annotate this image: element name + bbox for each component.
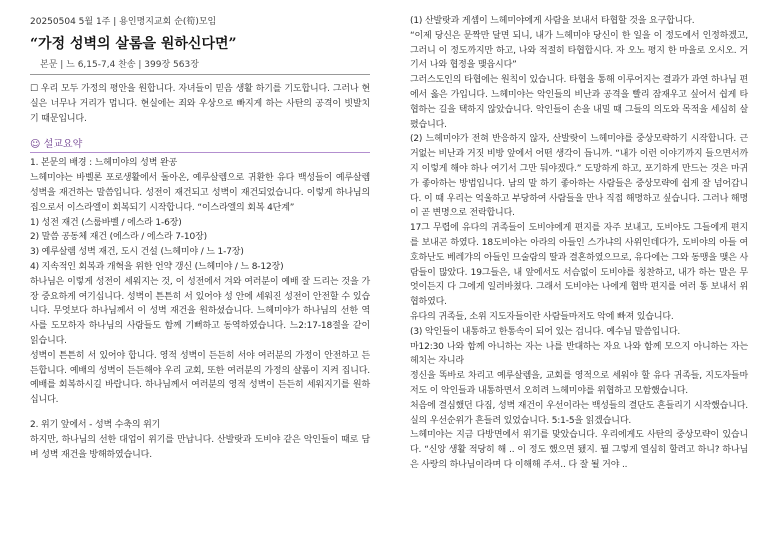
right-paragraph: (1) 산발랏과 게셈이 느헤미야에게 사람을 보내서 타협할 것을 요구합니다.: [410, 16, 695, 26]
summary-paragraph: 하나님은 이렇게 성전이 세워지는 것, 이 성전에서 겨와 여러분이 예배 잘 드리는 것을 가장 중요하게 여기십니다. 성벽이 튼튼히 서 있어야 성 안에 세워진 성전이 안전할 수 있습니다. 무엇보다 하나님께서 이 성벽 재건을 원하셨습니다. 느헤미야가 하나님의 선한 역사를 도모하자 하나님의 사람들도 함께 기뻐하고 동역하였습니다. 느2:17-18절을 같이 읽습니다.: [30, 276, 370, 346]
spacer: [30, 408, 370, 418]
right-paragraph: 정신을 똑바로 차리고 예루살렘을, 교회를 영적으로 세워야 할 유다 귀족들, 지도자들마저도 이 악인들과 내통하면서 오히려 느헤미야를 위협하고 모함했습니다.: [410, 371, 748, 396]
divider: [30, 74, 370, 75]
summary-heading-underline: [30, 152, 370, 153]
scripture-quote: 마12:30 나와 함께 아니하는 자는 나를 반대하는 자요 나와 함께 모으지 아니하는 자는 헤치는 자니라: [410, 341, 748, 367]
summary-list-item: 2) 말씀 공동체 재건 (에스라 / 에스라 7-10장): [30, 232, 207, 243]
summary-list-item: 4) 지속적인 회복과 개혁을 위한 언약 갱신 (느헤미야 / 느 8-12장): [30, 261, 284, 272]
right-paragraph: 처음에 결심했던 다짐, 성벽 재건이 우선이라는 백성들의 결단도 흔들리기 시작했습니다. 실의 우선순위가 흔들려 있었습니다. 5:1-5을 읽겠습니다.: [410, 400, 748, 426]
summary-list-item: 3) 예루살렘 성벽 재건, 도시 건설 (느헤미야 / 느 1-7장): [30, 247, 244, 258]
right-paragraph: (2) 느헤미야가 전혀 반응하지 않자, 산발랏이 느헤미야를 중상모략하기 시작합니다. 근거없는 비난과 거짓 비방 앞에서 어떤 생각이 듭니까. “내가 이런 이야기까지 들으면서까지 이렇게 해야 하나 여기서 그만 둬야겠다.” 도망하게 하고, 포기하게 만드는 것은 마귀가 좋아하는 방법입니다. 남의 말 하기 좋아하는 사람들은 중상모략에 쉽게 잘 넘어갑니다. 이 때 우리는 억울하고 부당하여 사람들을 만나 직접 해명하고 싶습니다. 그러나 해명이 곧 변명으로 전락합니다.: [410, 134, 748, 219]
summary-paragraph: 느헤미야는 바벨론 포로생활에서 돌아온, 예루살렘으로 귀환한 유다 백성들이 예루살렘 성벽을 재건하는 말씀입니다. 성전이 재건되고 성벽이 재건되었습니다. 이렇게 하나님의 집으로서 이스라엘이 회복되기 시작합니다. “이스라엘의 회복 4단계”: [30, 173, 370, 213]
right-paragraph: 유다의 귀족들, 소위 지도자들이란 사람들마저도 악에 빠져 있습니다.: [410, 311, 674, 322]
scripture-quote: 17그 무렵에 유다의 귀족들이 도비야에게 편지를 자주 보내고, 도비야도 그들에게 편지를 보내곤 하였다. 18도비야는 아라의 아들인 스가냐의 사위인데다가, 도비야의 아들 여호하난도 베레갸의 아들인 므술람의 딸과 결혼하였으므로, 유다에는 그와 동맹을 맺은 사람들이 많았다. 19그들은, 내 앞에서도 서슴없이 도비야를 칭찬하고, 내가 하는 말은 무엇이든지 다 그에게 일러바쳤다. 그래서 도비야는 나에게 협박 편지를 여러 통 보내서 위협하였다.: [410, 223, 748, 308]
right-paragraph: (3) 악인들이 내통하고 한통속이 되어 있는 겁니다. 예수님 말씀입니다.: [410, 326, 681, 337]
right-paragraph: 느헤미야는 지금 다방면에서 위기를 맞았습니다. 우리에게도 사탄의 중상모략이 있습니다. “신앙 생활 적당히 해 .. 이 정도 했으면 됐지. 뭘 그렇게 열심히 할려고 하니? 하나님은 사랑의 하나님이라며 다 이해해 주셔.. 다 잘 될 거야 ..: [410, 430, 748, 470]
intro-paragraph: ☐ 우리 모두 가정의 평안을 원합니다. 자녀들이 믿음 생활 하기를 기도합니다. 그러나 현실은 너무나 거리가 멉니다. 현실에는 죄와 우상으로 빠지게 하는 사탄의 공격이 빗발치기 때문입니다.: [30, 84, 370, 124]
summary-paragraph: 성벽이 튼튼히 서 있어야 합니다. 영적 성벽이 든든히 서야 여러분의 가정이 안전하고 든든합니다. 예배의 성벽이 든든해야 우리 교회, 또한 여러분의 가정의 샬롬이 지켜 집니다. 예배를 회복하시길 바랍니다. 하나님께서 여러분의 영적 성벽이 든든히 세워지기를 원하십니다.: [30, 350, 370, 406]
right-paragraph: 그러스도인의 타협에는 원칙이 있습니다. 타협을 통해 이루어지는 결과가 과연 하나님 편에서 옳은 가입니다. 느헤미야는 악인들의 비난과 공격을 빨리 잠재우고 싶어서 쉽게 타협하는 길을 택하지 않았습니다. 악인들이 손을 내밀 때 그들의 의도와 목적을 세심히 살폈습니다.: [410, 75, 748, 130]
summary-paragraph: 하지만, 하나님의 선한 대업이 위기를 만납니다. 산발랏과 도비야 같은 악인들이 때로 담벼 성벽 재건을 방해하였습니다.: [30, 434, 370, 460]
summary-list-item: 1) 성전 재건 (스룹바벨 / 에스라 1-6장): [30, 217, 182, 228]
left-column: [30, 14, 370, 462]
bulletin-header: 20250504 5월 1주 | 용인명지교회 순(筍)모임: [30, 17, 217, 27]
sermon-reference: 본문 | 느 6,15-7,4 찬송 | 399장 563장: [40, 60, 199, 70]
sermon-title: “가정 성벽의 살롬을 원하신다면”: [30, 36, 237, 52]
right-column: [410, 14, 748, 473]
summary-heading: ☺ 설교요약: [30, 139, 83, 151]
summary-point-2: 2. 위기 앞에서 - 성벽 수축의 위기: [30, 419, 161, 430]
summary-point-1: 1. 본문의 배경 : 느헤미야의 성벽 완공: [30, 158, 178, 169]
right-paragraph: “이제 당신은 문짝만 달면 되니, 내가 느헤미야 당신이 한 일을 이 정도에서 인정하겠고, 그러니 이 정도까지만 하고, 나와 적절히 타협합시다. 자 오노 평지 한 마을로 오시오. 거기서 나와 협정을 맺읍시다”: [410, 30, 748, 71]
